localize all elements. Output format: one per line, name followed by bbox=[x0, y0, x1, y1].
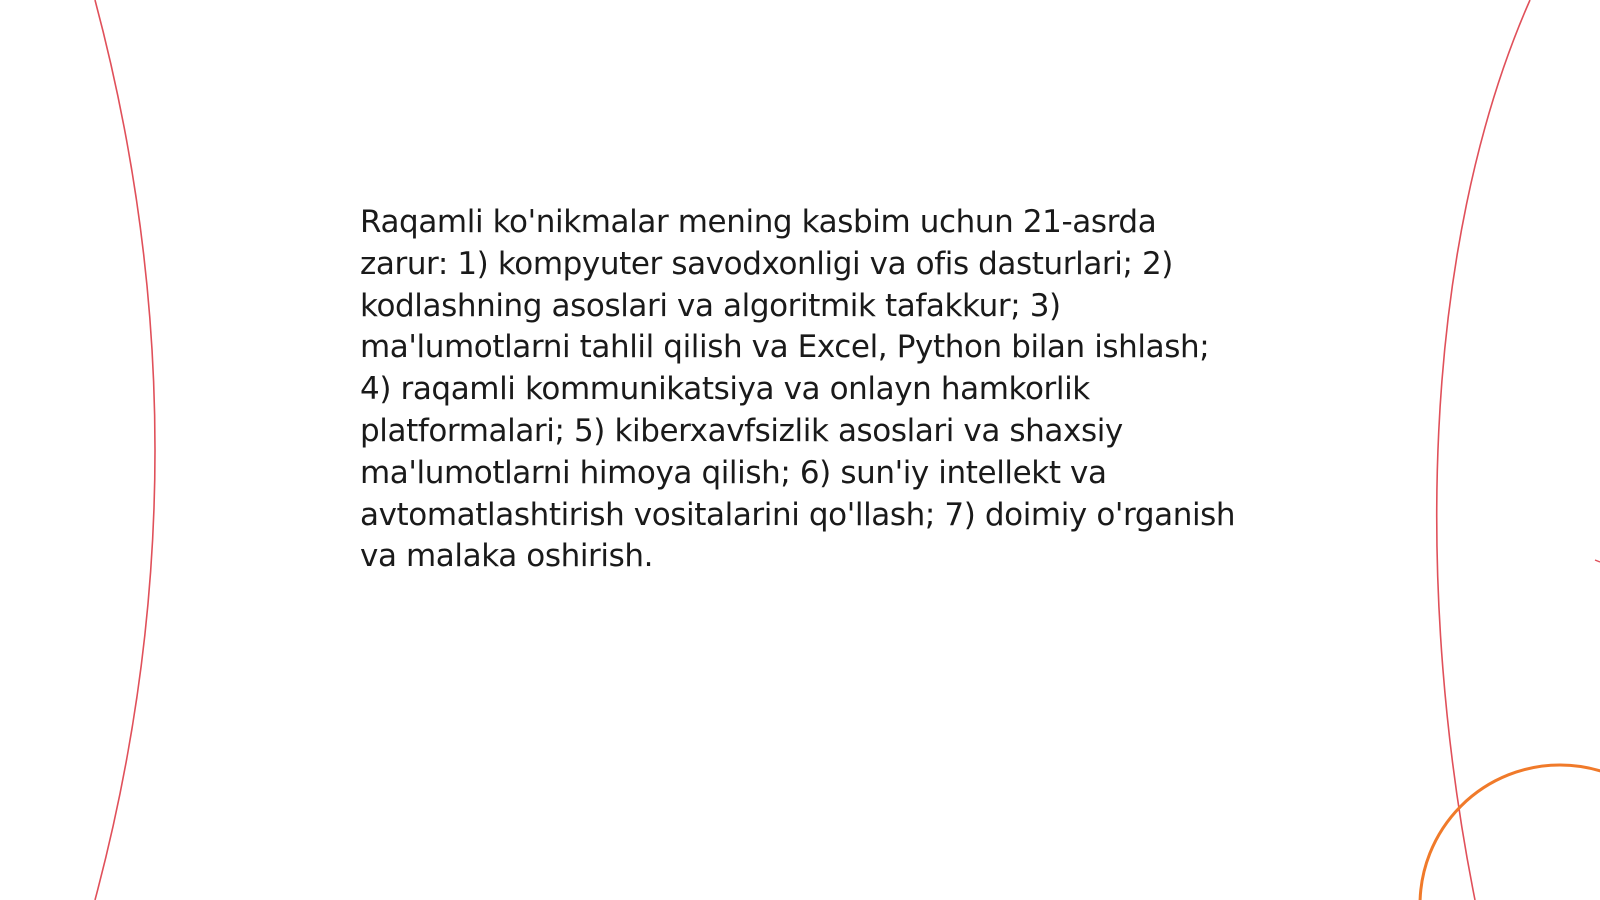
corner-accent-arc bbox=[1420, 765, 1600, 900]
right-curve-line bbox=[1437, 0, 1530, 900]
slide-body-text: Raqamli ko'nikmalar mening kasbim uchun 21-asrda zarur: 1) kompyuter savodxonligi va ofis dasturlari; 2) kodlashning asoslari va algoritmik tafakkur; 3) ma'lumotlarni tahlil qilish va Excel, Python bilan ishlash; 4) raqamli kommunikatsiya va onlayn hamkorlik platformalari; 5) kiberxavfsizlik asoslari va shaxsiy ma'lumotlarni himoya qilish; 6) sun'iy intellekt va avtomatlashtirish vositalarini qo'llash; 7) doimiy o'rganish va malaka oshirish. bbox=[360, 204, 1236, 575]
edge-tick-mark bbox=[1595, 560, 1600, 562]
left-curve-line bbox=[95, 0, 155, 900]
